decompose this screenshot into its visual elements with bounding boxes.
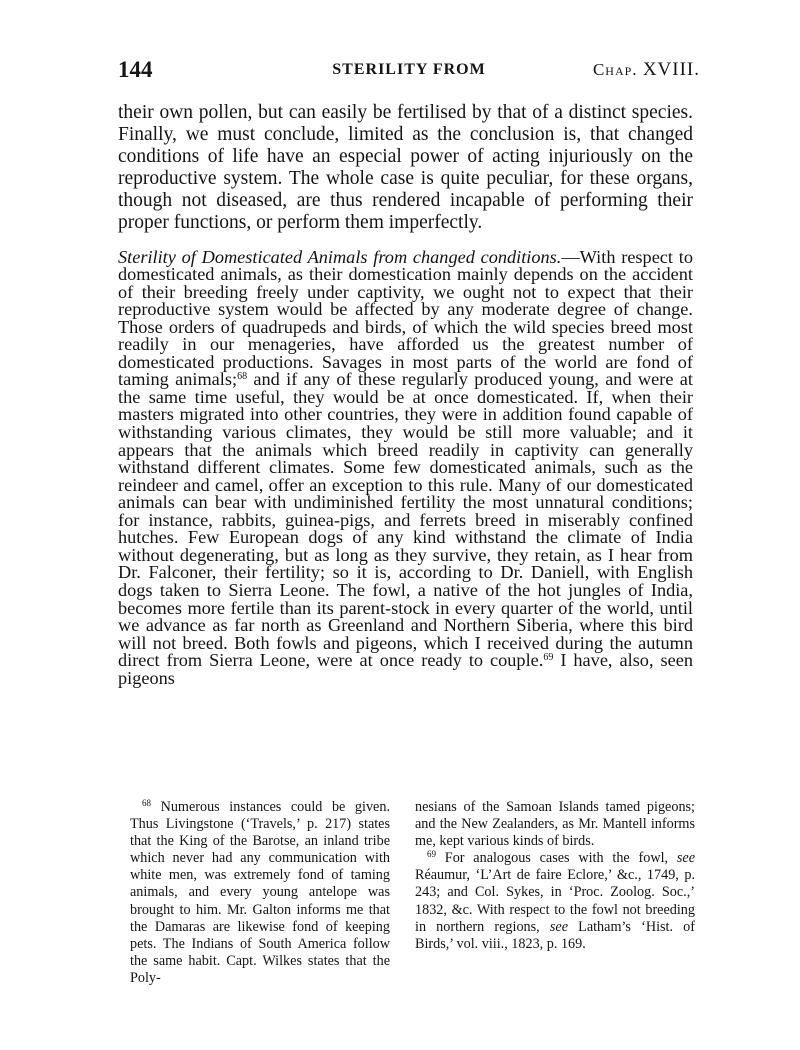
chapter-number: XVIII. <box>642 59 700 80</box>
footnote-68-continued: nesians of the Samoan Islands tamed pigeons; and the New Zealanders, as Mr. Mantell informs me, kept various kinds of birds. <box>415 799 695 850</box>
footnote-69-mark: 69 <box>427 849 436 860</box>
paragraph-2-text-c: I have, also, seen pigeons <box>118 650 693 688</box>
running-title: STERILITY FROM <box>332 61 486 78</box>
chapter-word: Chap. <box>592 60 638 79</box>
footnote-69-text-a: For analogous cases with the fowl, <box>436 850 677 867</box>
footnote-68 <box>130 799 390 987</box>
footnote-column-left <box>130 799 390 987</box>
paragraph-2-text-b: and if any of these regularly produced young, and were at the same time useful, they would be at once domesticated. If, when their masters migrated into other countries, they were in addition found capable of withstanding various climates, they would be still more valuable; and it appears that the animals which breed readily in captivity can generally withstand different climates. Some few domesticated animals, such as the reindeer and camel, offer an exception to this rule. Many of our domesticated animals can bear with undiminished fertility the most unnatural conditions; for instance, rabbits, guinea-pigs, and ferrets breed in miserably confined hutches. Few European dogs of any kind withstand the climate of India without degenerating, but as long as they survive, they retain, as I hear from Dr. Falconer, their fertility; so it is, according to Dr. Daniell, with English dogs taken to Sierra Leone. The fowl, a native of the hot jungles of India, becomes more fertile than its parent-stock in every quarter of the world, until we advance as far north as Greenland and Northern Siberia, where this bird will not breed. Both fowls and pigeons, which I received during the autumn direct from Sierra Leone, were at once ready to couple. <box>118 369 693 671</box>
footnote-68-text: Numerous instances could be given. Thus Livingstone (‘Travels,’ p. 217) states that the King of the Barotse, an inland tribe which never had any communication with white men, was extremely fond of taming animals, and every young antelope was brought to him. Mr. Galton informs me that the Damaras are likewise fond of keeping pets. The Indians of South America follow the same habit. Capt. Wilkes states that the Poly- <box>130 799 390 986</box>
section-heading: Sterility of Domesticated Animals from changed conditions. <box>118 246 562 267</box>
footnote-69-see-1: see <box>676 850 695 867</box>
paragraph-1: their own pollen, but can easily be fertilised by that of a distinct species. Finally, we must conclude, limited as the conclusion is, that changed conditions of life have an especial power of acting injuriously on the reproductive system. The whole case is quite peculiar, for these organs, though not diseased, are thus rendered incapable of performing their proper functions, or perform them imperfectly. <box>118 102 693 234</box>
footnote-69-text-c: Latham’s ‘Hist. of Birds,’ vol. viii., 1823, p. 169. <box>415 918 695 952</box>
page-number: 144 <box>118 57 153 82</box>
paragraph-2-text-a: —With respect to domesticated animals, as their domestication mainly depends on the accident of their breeding freely under captivity, we ought not to expect that their reproductive system would be affected by any moderate degree of change. Those orders of quadrupeds and birds, of which the wild species breed most readily in our menageries, have afforded us the greatest number of domesticated productions. Savages in most parts of the world are fond of taming animals; <box>118 246 693 390</box>
page-header <box>118 57 700 87</box>
footnote-column-right <box>415 799 695 953</box>
footnote-69-text-b: Réaumur, ‘L’Art de faire Eclore,’ &c., 1749, p. 243; and Col. Sykes, in ‘Proc. Zoolog. Soc.,’ 1832, &c. With respect to the fowl not breeding in northern regions, <box>415 867 695 935</box>
footnote-ref-69: 69 <box>543 652 554 664</box>
footnote-68-mark: 68 <box>142 798 151 808</box>
chapter-label <box>593 59 700 81</box>
paragraph-2 <box>118 246 693 688</box>
footnote-69-see-2: see <box>549 918 568 935</box>
footnote-ref-68: 68 <box>237 371 248 383</box>
footnotes <box>130 799 695 999</box>
main-text <box>118 102 693 687</box>
footnote-69 <box>415 850 695 953</box>
